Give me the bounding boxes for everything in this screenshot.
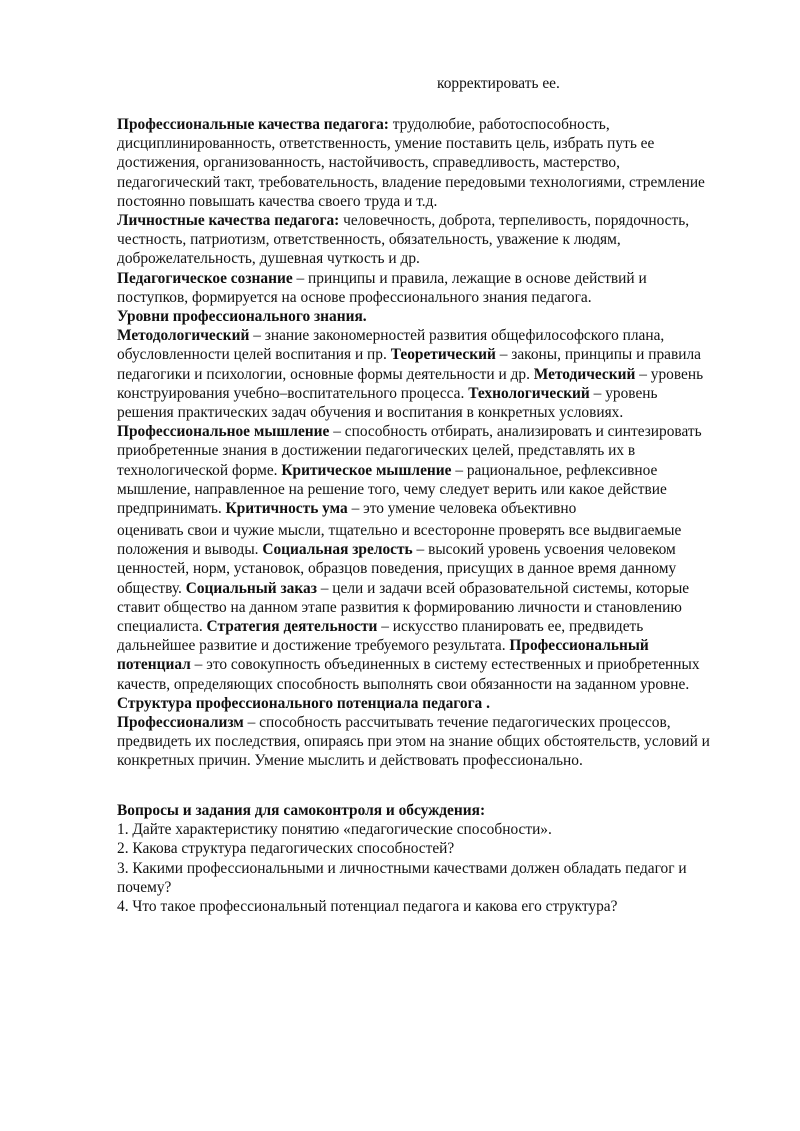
text-run: положения и выводы. — [117, 541, 263, 559]
text-run: приобретенные знания в достижении педагогических целей, представлять их в — [117, 442, 636, 460]
bold-term: Стратегия деятельности — [206, 618, 378, 636]
text-run: 4. Что такое профессиональный потенциал педагога и какова его структура? — [117, 898, 618, 916]
text-line — [117, 801, 739, 820]
text-run: честность, патриотизм, ответственность, обязательность, уважение к людям, — [117, 231, 621, 249]
bold-term: Методический — [533, 365, 636, 383]
text-line — [117, 441, 739, 460]
bold-term: Профессиональные качества педагога: — [117, 116, 389, 133]
text-run: – знание закономерностей развития общефилософского плана, — [249, 327, 665, 345]
text-run: технологической форме. — [117, 461, 282, 479]
text-line — [117, 751, 739, 770]
text-run: постоянно повышать качества своего труда и т.д. — [117, 192, 438, 210]
text-line — [117, 878, 739, 897]
text-line — [117, 839, 739, 858]
text-run: дисциплинированность, ответственность, умение поставить цель, избрать путь ее — [117, 135, 655, 153]
text-run: конкретных причин. Умение мыслить и действовать профессионально. — [117, 752, 583, 770]
text-line — [117, 675, 739, 694]
text-line — [117, 480, 739, 499]
text-line — [117, 713, 739, 732]
text-run: поступков, формируется на основе профессионального знания педагога. — [117, 288, 592, 306]
text-line — [117, 859, 739, 878]
text-run: предпринимать. — [117, 500, 226, 518]
text-run: – принципы и правила, лежащие в основе действий и — [292, 269, 647, 287]
bold-term: Социальная зрелость — [262, 541, 413, 559]
text-line — [117, 694, 739, 713]
text-line — [117, 249, 739, 268]
text-run: – уровень — [635, 365, 704, 383]
text-line — [117, 230, 739, 249]
text-run: 3. Какими профессиональными и личностными качествами должен обладать педагог и — [117, 859, 687, 877]
text-line — [117, 422, 739, 441]
text-line — [117, 655, 739, 674]
text-line — [117, 173, 739, 192]
text-run: педагогический такт, требовательность, владение передовыми технологиями, стремление — [117, 173, 705, 191]
text-line — [117, 269, 739, 288]
text-run: специалиста. — [117, 618, 207, 636]
self-check-questions — [117, 801, 739, 916]
text-run: – цели и задачи всей образовательной системы, которые — [316, 579, 690, 597]
text-line — [117, 403, 739, 422]
text-run: – это совокупность объединенных в систему естественных и приобретенных — [190, 656, 700, 674]
text-line — [117, 897, 739, 916]
text-run: оценивать свои и чужие мысли, тщательно и всесторонне проверять все выдвигаемые — [117, 522, 682, 539]
text-line — [117, 326, 739, 345]
bold-term: Критическое мышление — [281, 461, 452, 479]
bold-term: Уровни профессионального знания. — [117, 308, 367, 326]
text-line — [117, 153, 739, 172]
text-line — [117, 579, 739, 598]
text-run: трудолюбие, работоспособность, — [388, 116, 610, 133]
text-line — [117, 732, 739, 751]
text-line — [117, 617, 739, 636]
text-run: дальнейшее развитие и достижение требуемого результата. — [117, 637, 510, 655]
text-line — [117, 820, 739, 839]
text-run: – рациональное, рефлексивное — [451, 461, 658, 479]
bold-term: потенциал — [117, 656, 191, 674]
text-run: – способность отбирать, анализировать и синтезировать — [329, 423, 702, 441]
text-run: предвидеть их последствия, опираясь при этом на знание общих обстоятельств, условий и — [117, 733, 710, 751]
text-line — [117, 192, 739, 211]
text-run: решения практических задач обучения и воспитания в конкретных условиях. — [117, 404, 624, 422]
text-line — [117, 288, 739, 307]
text-run: достижения, организованность, настойчивость, справедливость, мастерство, — [117, 154, 620, 172]
text-line — [117, 461, 739, 480]
bold-term: Критичность ума — [225, 500, 348, 518]
text-run: – искусство планировать ее, предвидеть — [377, 618, 644, 636]
text-block-social-maturity — [117, 521, 739, 771]
text-run: педагогики и психологии, основные формы деятельности и др. — [117, 365, 534, 383]
text-run: ценностей, норм, установок, образцов поведения, присущих в данное время данному — [117, 560, 677, 578]
continuation-text: корректировать ее. — [437, 75, 560, 92]
text-line — [117, 211, 739, 230]
text-line — [117, 636, 739, 655]
text-run: качеств, определяющих способность выполнять свои обязанности на заданном уровне. — [117, 675, 690, 693]
text-line — [117, 365, 739, 384]
text-run: человечность, доброта, терпеливость, порядочность, — [339, 212, 690, 230]
text-run: почему? — [117, 878, 172, 896]
bold-term: Профессионализм — [117, 714, 244, 732]
bold-term: Технологический — [468, 384, 590, 402]
text-line — [117, 384, 739, 403]
bold-term: Теоретический — [390, 346, 496, 364]
text-run: конструирования учебно–воспитательного процесса. — [117, 384, 469, 402]
text-run: – способность рассчитывать течение педагогических процессов, — [243, 714, 671, 732]
text-line — [117, 521, 739, 540]
text-line — [117, 559, 739, 578]
bold-term: Вопросы и задания для самоконтроля и обсуждения: — [117, 802, 486, 819]
text-run: – законы, принципы и правила — [495, 346, 701, 364]
text-line — [117, 345, 739, 364]
text-run: обусловленности целей воспитания и пр. — [117, 346, 391, 364]
bold-term: Профессиональное мышление — [117, 423, 330, 441]
text-run: мышление, направленное на решение того, чему следует верить или какое действие — [117, 480, 667, 498]
text-run: – уровень — [589, 384, 658, 402]
text-run: ставит общество на данном этапе развития к формированию личности и становлению — [117, 598, 682, 616]
bold-term: Педагогическое сознание — [117, 269, 293, 287]
bold-term: Структура профессионального потенциала педагога . — [117, 694, 490, 712]
bold-term: Профессиональный — [509, 637, 649, 655]
text-line — [117, 134, 739, 153]
bold-term: Личностные качества педагога: — [117, 212, 340, 230]
text-run: 2. Какова структура педагогических способностей? — [117, 840, 455, 858]
text-block-professional-qualities — [117, 115, 739, 518]
text-run: – это умение человека объективно — [347, 500, 577, 518]
text-line — [117, 115, 739, 134]
text-run: 1. Дайте характеристику понятию «педагогические способности». — [117, 821, 552, 839]
text-run: – высокий уровень усвоения человеком — [412, 541, 676, 559]
continuation-line — [437, 74, 737, 93]
text-run: обществу. — [117, 579, 186, 597]
bold-term: Методологический — [117, 327, 250, 345]
text-run: доброжелательность, душевная чуткость и др. — [117, 250, 420, 268]
bold-term: Социальный заказ — [185, 579, 317, 597]
text-line — [117, 598, 739, 617]
text-line — [117, 499, 739, 518]
text-line — [117, 540, 739, 559]
text-line — [117, 307, 739, 326]
